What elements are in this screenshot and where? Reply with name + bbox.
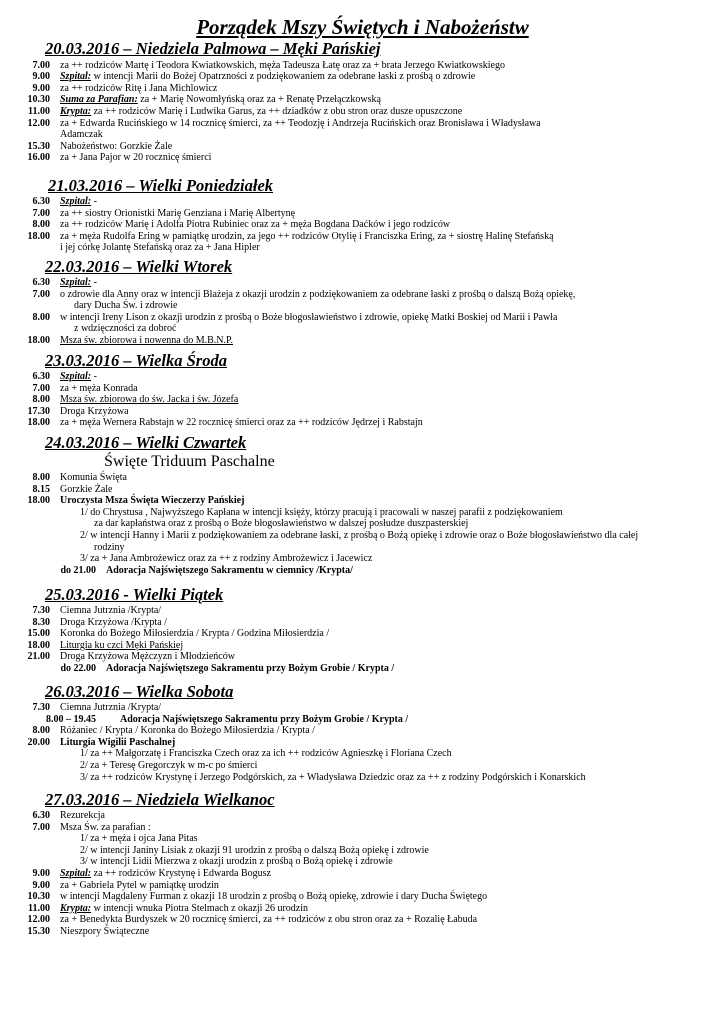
schedule-row — [0, 495, 725, 507]
schedule-row — [0, 312, 725, 324]
entry-text — [60, 371, 97, 383]
entry-text-content: za ++ rodziców Krystynę i Edwarda Bogusz — [91, 868, 271, 879]
entry-text — [60, 628, 329, 640]
entry-text — [60, 277, 97, 289]
entry-text — [60, 810, 105, 822]
entry-location: Szpital: — [60, 371, 92, 382]
entry-time: 21.00 — [27, 651, 50, 663]
entry-text-bold: Adoracja Najświętszego Sakramentu w ciemnicy /Krypta/ — [106, 564, 353, 576]
intention-row — [0, 845, 725, 857]
entry-text-content: Komunia Święta — [60, 472, 127, 483]
entry-text — [80, 507, 563, 519]
day-heading: 21.03.2016 – Wielki Poniedziałek — [48, 176, 274, 195]
entry-text-content: 3/ za ++ rodziców Krystynę i Jerzego Podgórskich, za + Władysława Dziedzic oraz za ++ z rodziny Podgórskich i Konarskich — [80, 771, 586, 783]
entry-text-content: Droga Krzyżowa /Krypta / — [60, 616, 167, 628]
entry-text — [60, 417, 423, 429]
entry-time: do 22.00 — [60, 663, 96, 674]
schedule-row — [0, 219, 725, 231]
entry-text — [60, 83, 217, 95]
entry-text — [60, 822, 151, 834]
entry-text — [80, 760, 257, 772]
day-heading: 22.03.2016 – Wielki Wtorek — [45, 257, 233, 276]
entry-text — [60, 640, 183, 652]
schedule-row — [0, 891, 725, 903]
entry-location: Szpital: — [60, 71, 92, 83]
schedule-row — [0, 289, 725, 301]
entry-text — [60, 152, 211, 164]
entry-text-content: w intencji wnuka Piotra Stelmach z okazji 26 urodzin — [91, 902, 308, 914]
entry-time: 18.00 — [27, 230, 50, 242]
schedule-row — [0, 118, 725, 130]
entry-text-content: Msza Św. za parafian : — [60, 821, 151, 833]
entry-text — [80, 772, 586, 784]
entry-text-content: za + Marię Nowomłyńską oraz za + Renatę Przełączkowską — [137, 94, 381, 106]
entry-location: Szpital: — [60, 277, 92, 288]
entry-time: 12.00 — [27, 914, 50, 926]
entry-text — [60, 651, 235, 663]
schedule-row — [0, 277, 725, 289]
entry-time: 10.30 — [27, 94, 50, 106]
schedule-row — [0, 914, 725, 926]
entry-time: 16.00 — [27, 152, 50, 164]
day-heading: 24.03.2016 – Wielki Czwartek — [45, 433, 247, 452]
entry-location: Krypta: — [60, 902, 92, 914]
schedule-row — [0, 71, 725, 83]
entry-time: 12.00 — [27, 117, 50, 129]
entry-text-content: - — [91, 277, 97, 288]
entry-text-content: Gorzkie Żale — [60, 483, 113, 495]
schedule-row — [0, 152, 725, 164]
entry-text-content: Droga Krzyżowa — [60, 405, 129, 417]
schedule-row — [0, 926, 725, 938]
entry-text — [60, 141, 172, 153]
entry-time: 8.00 — [32, 219, 50, 231]
entry-text-content: 2/ w intencji Janiny Lisiak z okazji 91 urodzin z prośbą o dalszą Bożą opiekę i zdrowie — [80, 844, 429, 856]
entry-text — [106, 565, 353, 577]
entry-text-content: o zdrowie dla Anny oraz w intencji Błażeja z okazji urodzin z podziękowaniem za odebrane łaski z prośbą o dalszą Bożą opiekę, — [60, 288, 576, 300]
entry-text-content: za + Edwarda Rucińskiego w 14 rocznicę śmierci, za ++ Teodozję i Andrzeja Rucińskich oraz Bronisława i Władysława — [60, 117, 541, 129]
entry-time: 15.00 — [27, 628, 50, 640]
entry-time: 15.30 — [27, 926, 50, 937]
entry-location: Suma za Parafian: — [60, 94, 138, 106]
entry-continuation: Adamczak — [60, 129, 103, 141]
entry-time: 9.00 — [32, 868, 50, 879]
entry-location: Szpital: — [60, 868, 92, 879]
entry-text-content: w intencji Magdaleny Furman z okazji 18 urodzin z prośbą o Bożą opiekę, zdrowie i dary Ducha Świętego — [60, 891, 488, 903]
entry-text — [60, 231, 554, 243]
schedule-row — [0, 605, 725, 617]
entry-time: 6.30 — [32, 277, 50, 288]
intention-row — [0, 748, 725, 760]
schedule-row — [0, 383, 725, 395]
entry-time: 10.30 — [27, 891, 50, 903]
schedule-row — [0, 702, 725, 714]
entry-text — [60, 335, 233, 347]
schedule-row — [0, 903, 725, 915]
schedule-row — [0, 141, 725, 153]
schedule-row — [0, 617, 725, 629]
intention-row — [0, 760, 725, 772]
entry-text-content: Ciemna Jutrznia /Krypta/ — [60, 702, 162, 713]
entry-time: 7.00 — [32, 207, 50, 219]
entry-continuation: za dar kapłaństwa oraz z prośbą o Boże błogosławieństwo w dalszej posłudze duszpasterskiej — [94, 518, 469, 530]
entry-time: 8.00 — [32, 725, 50, 737]
entry-text — [60, 926, 149, 938]
entry-text-content: za + męża Konrada — [60, 382, 138, 394]
entry-text-content: za ++ rodziców Ritę i Jana Michlowicz — [60, 82, 218, 94]
entry-text-content: - — [91, 196, 97, 207]
entry-text-underlined: Liturgia ku czci Męki Pańskiej — [60, 639, 184, 651]
entry-time: 8.15 — [32, 483, 50, 495]
entry-text — [60, 60, 505, 72]
entry-text-content: Nabożeństwo: Gorzkie Żale — [60, 140, 173, 152]
entry-text — [60, 312, 557, 324]
entry-text-content: za ++ rodziców Martę i Teodora Kwiatkowskich, męża Tadeusza Łatę oraz za + brata Jerzego Kwiatkowskiego — [60, 59, 505, 71]
schedule-row — [0, 651, 725, 663]
entry-time: 20.00 — [27, 736, 50, 748]
entry-time: 7.30 — [32, 702, 50, 713]
day-heading: 23.03.2016 – Wielka Środa — [45, 351, 227, 370]
schedule-row — [0, 208, 725, 220]
entry-text — [60, 880, 219, 892]
entry-text — [60, 94, 381, 106]
schedule-row — [0, 60, 725, 72]
entry-time: 6.30 — [32, 810, 50, 821]
entry-time: 17.30 — [27, 405, 50, 417]
day-heading: 27.03.2016 – Niedziela Wielkanoc — [45, 790, 275, 809]
entry-text-content: 2/ za + Teresę Gregorczyk w m-c po śmierci — [80, 760, 258, 771]
intention-row — [0, 507, 725, 519]
entry-time: 7.00 — [32, 288, 50, 300]
entry-text-content: w intencji Marii do Bożej Opatrzności z podziękowaniem za odebrane łaski z prośbą o zdrowie — [91, 71, 476, 83]
entry-text — [60, 208, 295, 220]
entry-text-underlined: Msza św. zbiorowa i nowenna do M.B.N.P. — [60, 335, 233, 346]
schedule-row — [0, 663, 725, 675]
entry-time: 18.00 — [27, 417, 50, 429]
schedule-row — [0, 83, 725, 95]
entry-text — [80, 833, 198, 845]
entry-text-content: za ++ siostry Orionistki Marię Genziana i Marię Albertynę — [60, 207, 296, 219]
schedule-row — [0, 737, 725, 749]
schedule-row — [0, 196, 725, 208]
entry-time: 11.00 — [28, 105, 50, 117]
entry-location: Szpital: — [60, 196, 92, 207]
entry-text — [60, 383, 138, 395]
entry-time: 7.00 — [32, 382, 50, 394]
day-heading: 20.03.2016 – Niedziela Palmowa – Męki Pańskiej — [45, 39, 381, 58]
entry-text-content: 1/ za + męża i ojca Jana Pitas — [80, 833, 198, 845]
entry-text-content: za + Jana Pajor w 20 rocznicę śmierci — [60, 152, 212, 164]
entry-text-content: za ++ rodziców Marię i Ludwika Garus, za ++ dziadków z obu stron oraz dusze opuszczone — [91, 105, 463, 117]
entry-continuation: z wdzięczności za dobroć — [74, 323, 177, 335]
schedule-row — [0, 335, 725, 347]
entry-text — [80, 845, 429, 857]
schedule-row — [0, 565, 725, 577]
intention-row — [0, 530, 725, 542]
entry-text — [60, 394, 238, 406]
entry-text — [80, 553, 372, 565]
entry-text-content: Koronka do Bożego Miłosierdzia / Krypta / Godzina Miłosierdzia / — [60, 628, 330, 640]
entry-text-content: w intencji Ireny Lison z okazji urodzin z prośbą o Boże błogosławieństwo i zdrowie, opiekę Matki Boskiej od Marii i Pawła — [60, 311, 558, 323]
entry-time: 8.00 – 19.45 — [46, 713, 96, 725]
entry-continuation: dary Ducha Św. i zdrowie — [74, 300, 178, 312]
entry-text-content: za + Benedykta Burdyszek w 20 rocznicę śmierci, za ++ rodziców z obu stron oraz za + Rozalię Łabuda — [60, 914, 478, 926]
entry-text — [60, 196, 97, 208]
entry-text — [60, 725, 315, 737]
schedule-row — [0, 94, 725, 106]
intention-row — [0, 833, 725, 845]
entry-text — [60, 903, 308, 915]
entry-text — [60, 71, 475, 83]
entry-text-bold: Adoracja Najświętszego Sakramentu przy Bożym Grobie / Krypta / — [106, 663, 395, 674]
day-subtitle: Święte Triduum Paschalne — [104, 453, 275, 470]
entry-text — [120, 714, 408, 726]
entry-time: 8.00 — [32, 311, 50, 323]
schedule-row — [0, 472, 725, 484]
entry-time: 9.00 — [32, 879, 50, 891]
day-heading: 26.03.2016 – Wielka Sobota — [45, 682, 234, 701]
entry-time: 9.00 — [32, 82, 50, 94]
entry-text — [60, 605, 161, 617]
entry-text — [60, 737, 175, 749]
entry-time: 8.00 — [32, 472, 50, 483]
entry-text-content: Ciemna Jutrznia /Krypta/ — [60, 605, 162, 616]
entry-text-content: - — [91, 371, 97, 382]
entry-time: 7.00 — [32, 59, 50, 71]
entry-time: 18.00 — [27, 335, 50, 346]
entry-time: 6.30 — [32, 371, 50, 382]
intention-row — [0, 772, 725, 784]
entry-time: do 21.00 — [60, 564, 96, 576]
entry-text — [60, 702, 161, 714]
entry-time: 15.30 — [27, 140, 50, 152]
entry-time: 8.00 — [32, 394, 50, 406]
entry-text — [60, 868, 271, 880]
entry-location: Krypta: — [60, 105, 92, 117]
entry-text — [60, 617, 167, 629]
entry-text-content: Różaniec / Krypta / Koronka do Bożego Miłosierdzia / Krypta / — [60, 725, 315, 737]
day-heading: 25.03.2016 - Wielki Piątek — [45, 585, 224, 604]
entry-text-content: 2/ w intencji Hanny i Marii z podziękowaniem za odebrane łaski, z prośbą o Bożą opiekę i zdrowie oraz o Boże błogosławieństwo dla całej — [80, 530, 639, 541]
schedule-row — [0, 371, 725, 383]
entry-text-content: 3/ w intencji Lidii Mierzwa z okazji urodzin z prośbą o Bożą opiekę i zdrowie — [80, 856, 393, 868]
schedule-row — [0, 406, 725, 418]
entry-text — [60, 406, 129, 418]
entry-text-content: za ++ rodziców Marię i Adolfa Piotra Rubiniec oraz za + męża Bogdana Daćków i jego rodziców — [60, 219, 451, 231]
entry-time: 6.30 — [32, 196, 50, 207]
entry-text-content: za + męża Wernera Rabstajn w 22 rocznicę śmierci oraz za ++ rodziców Jędrzej i Rabstajn — [60, 417, 423, 429]
entry-time: 11.00 — [28, 902, 50, 914]
schedule-row — [0, 822, 725, 834]
entry-text — [60, 914, 477, 926]
entry-continuation: i jej córkę Jolantę Stefańską oraz za + Jana Hipler — [60, 242, 260, 254]
schedule-row — [0, 628, 725, 640]
entry-text-content: Rezurekcja — [60, 810, 105, 821]
entry-text — [60, 472, 127, 484]
entry-text — [80, 530, 638, 542]
entry-text — [60, 891, 487, 903]
entry-time: 7.30 — [32, 605, 50, 616]
entry-text-content: Droga Krzyżowa Mężczyzn i Młodzieńców — [60, 651, 235, 663]
entry-time: 9.00 — [32, 71, 50, 83]
schedule-row — [0, 484, 725, 496]
entry-text-bold: Liturgia Wigilii Paschalnej — [60, 736, 176, 748]
entry-text-content: 1/ do Chrystusa , Najwyższego Kapłana w intencji księży, którzy pracują i pracowali w naszej parafii z podziękowaniem — [80, 506, 563, 518]
schedule-row — [0, 880, 725, 892]
entry-text-bold: Uroczysta Msza Święta Wieczerzy Pańskiej — [60, 495, 245, 507]
entry-text-content: za + męża Rudolfa Ering w pamiątkę urodzin, za jego ++ rodziców Otylię i Franciszka Ering, za + siostrę Halinę Stefańską — [60, 230, 554, 242]
schedule-row — [0, 868, 725, 880]
schedule-row — [0, 640, 725, 652]
page-title: Porządek Mszy Świętych i Nabożeństw — [196, 15, 529, 39]
entry-time: 18.00 — [27, 639, 50, 651]
schedule-row — [0, 231, 725, 243]
schedule-row — [0, 714, 725, 726]
entry-text — [60, 484, 112, 496]
entry-text — [80, 748, 452, 760]
schedule-row — [0, 106, 725, 118]
entry-text — [106, 663, 394, 675]
entry-text-bold: Adoracja Najświętszego Sakramentu przy Bożym Grobie / Krypta / — [120, 713, 409, 725]
entry-text-underlined: Msza św. zbiorowa do św. Jacka i św. Józefa — [60, 394, 239, 406]
entry-time: 7.00 — [32, 821, 50, 833]
schedule-row — [0, 810, 725, 822]
entry-text — [60, 495, 244, 507]
entry-text — [60, 106, 462, 118]
entry-time: 18.00 — [27, 495, 50, 507]
intention-row — [0, 553, 725, 565]
entry-text-content: Nieszpory Świąteczne — [60, 926, 150, 937]
intention-row — [0, 856, 725, 868]
entry-text-content: za + Gabriela Pytel w pamiątkę urodzin — [60, 879, 219, 891]
entry-time: 8.30 — [32, 616, 50, 628]
entry-continuation: rodziny — [94, 541, 125, 553]
entry-text — [60, 289, 575, 301]
entry-text — [60, 118, 541, 130]
entry-text-content: 3/ za + Jana Ambrożewicz oraz za ++ z rodziny Ambrożewicz i Jacewicz — [80, 553, 373, 565]
schedule-row — [0, 725, 725, 737]
entry-text — [60, 219, 450, 231]
schedule-row — [0, 394, 725, 406]
entry-text-content: 1/ za ++ Małgorzatę i Franciszka Czech oraz za ich ++ rodziców Agnieszkę i Floriana Czech — [80, 748, 452, 760]
schedule-row — [0, 417, 725, 429]
entry-text — [80, 856, 393, 868]
